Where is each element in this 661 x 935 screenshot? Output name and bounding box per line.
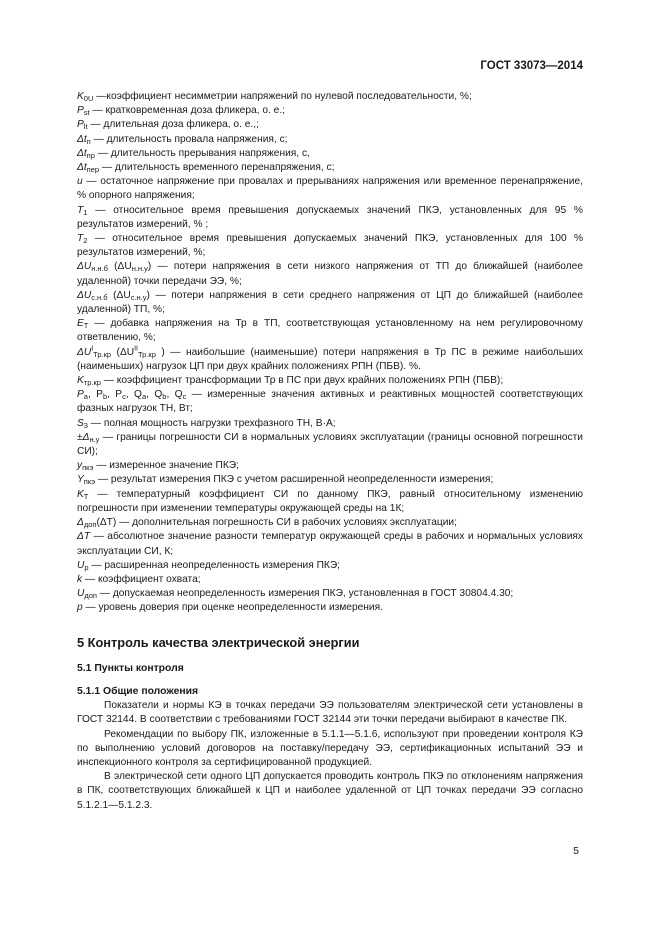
symbol-subscript: c [182,392,187,402]
subsection-5-1-1-title: 5.1.1 Общие положения [77,685,199,697]
symbol-subscript: p [84,562,89,572]
symbol-subscript: st [83,108,90,118]
definition-text: —коэффициент несимметрии напряжений по нулевой последовательности, %; [93,91,472,102]
symbol: E [77,318,84,330]
definition-text: — относительное время превышения допускаемых значений ПКЭ, установленных для 100 % результатов измерений, %; [77,233,583,259]
definition-text: ) — наибольшие (наименьшие) потери напряжения в Тр ПС в режиме наибольших (наименьших) нагрузок ЦП при двух крайних положениях РПН (ПБВ). %. [77,346,583,372]
section-5-paragraphs [77,699,583,813]
body-paragraph: Показатели и нормы КЭ в точках передачи ЭЭ пользователям электрической сети установлены в ГОСТ 32144. В соответствии с требованиями ГОСТ 32144 эти точки передачи выбирают в качестве ПК. [77,700,583,726]
definition-text: — допускаемая неопределенность измерения ПКЭ, установленная в ГОСТ 30804.4.30; [96,588,514,600]
symbol-subscript: 2 [83,236,88,246]
definition-item [77,431,583,459]
symbol: ΔU [77,346,92,358]
symbol-subscript: b [162,392,167,402]
symbol: Δt [77,147,87,159]
definition-item [77,559,583,573]
definition-item [77,601,583,615]
body-paragraph: Рекомендации по выбору ПК, изложенные в 5.1.1—5.1.6, используют при проведении контроля КЭ по выполнению условий договоров на поставку/передачу ЭЭ, сертификационных испытаний ЭЭ и инспекционного контроля за сертифицированной продукцией. [77,728,583,768]
symbol: U [77,559,85,571]
definition-item [77,317,583,345]
definition-text: , Q [125,389,142,401]
definition-text: — длительная доза фликера, о. е.,; [87,119,259,131]
symbol-subscript: н.н.б [91,264,108,274]
symbol-subscript: пкэ [82,463,94,473]
section-5-title: 5 Контроль качества электрической энергии [77,634,360,650]
symbol-subscript: доп [83,520,97,530]
definition-text: , P [87,389,103,401]
symbol-subscript: н.у [89,434,100,444]
symbol: T [77,204,84,216]
subsection-5-1-title: 5.1 Пункты контроля [77,662,184,674]
symbol-superscript: II [134,345,138,353]
symbol-subscript: c [122,392,126,402]
definition-text: , Q [166,389,183,401]
symbol: U [77,588,85,600]
definition-item [77,161,583,175]
definition-item [77,417,583,431]
symbol: Δ [77,517,84,529]
definition-text: — длительность провала напряжения, с; [90,133,288,145]
symbol-subscript: a [83,392,88,402]
definition-text: (ΔT) — дополнительная погрешность СИ в рабочих условиях эксплуатации; [96,517,457,529]
symbol: S [77,417,84,429]
symbol: P [77,105,84,117]
symbol: P [77,389,84,401]
definition-item [77,573,583,587]
symbol-subscript: тр.кр [83,378,101,388]
definition-text: — кратковременная доза фликера, о. е.; [89,105,285,117]
symbol: u [77,176,83,188]
standard-header: ГОСТ 33073—2014 [480,60,583,72]
definition-text: — коэффициент охвата; [82,573,201,585]
page-number: 5 [573,845,579,857]
definition-text: — полная мощность нагрузки трехфазного ТН, В·А; [87,417,336,429]
symbol-subscript: с.н.у [130,292,147,302]
symbol-superscript: I [91,345,94,353]
body-paragraph: В электрической сети одного ЦП допускается проводить контроль ПКЭ по отклонениям напряжения в ПК, соответствующих ближайшей к ЦП и наиболее удаленной от ЦП точках передачи ЭЭ согласно 5.1.2.1—5.1.2.3. [77,771,583,811]
definition-item [77,104,583,118]
symbol-subscript: T [83,491,89,501]
symbol-subscript: 1 [83,207,88,217]
symbol: K [77,488,84,500]
definition-text: — границы погрешности СИ в нормальных условиях эксплуатации (границы основной погрешности СИ); [77,431,583,458]
symbol: K [77,91,84,102]
definition-item [77,232,583,260]
definition-text: — измеренное значение ПКЭ; [93,460,239,472]
definition-item [77,346,583,374]
page-content [77,90,583,813]
definition-item [77,118,583,132]
symbol-subscript: lt [83,122,88,132]
definition-text: — расширенная неопределенность измерения ПКЭ; [88,559,340,571]
symbol-subscript: b [102,392,108,402]
definition-item [77,260,583,288]
definition-item [77,147,583,161]
definition-text: — уровень доверия при оценке неопределенности измерения. [82,602,383,614]
definition-text: (ΔU [111,346,135,358]
symbol-subscript: a [141,392,147,402]
definition-text: , P [107,389,123,401]
symbol: y [77,460,83,472]
definition-text: ) — потери напряжения в сети низкого напряжения от ТП до ближайшей (наиболее удаленной) точки передачи ЭЭ, %; [77,261,583,287]
definition-item [77,516,583,530]
definition-item [77,388,583,416]
definition-text: — длительность временного перенапряжения, с; [99,162,335,174]
symbol: k [77,573,83,585]
symbol: P [77,119,84,131]
symbol-subscript: Тр.кр [138,349,156,359]
definition-text: ) — потери напряжения в сети среднего напряжения от ЦП до ближайшей (наиболее удаленной) ТП, %; [77,289,583,316]
definition-text: — длительность прерывания напряжения, с, [94,147,310,159]
definition-text: — коэффициент трансформации Тр в ПС при двух крайних положениях РПН (ПБВ); [100,375,504,387]
definition-text: — остаточное напряжение при провалах и прерываниях напряжения или временное перенапряжение, % опорного напряжения; [77,176,583,202]
definition-text: — добавка напряжения на Тр в ТП, соответствующая установленному на нем регулировочному ответвлению, %; [77,318,583,344]
symbol-subscript: пкэ [83,477,96,487]
definition-text: — относительное время превышения допускаемых значений ПКЭ, установленных для 95 % результатов измерений, % ; [77,204,583,230]
definition-item [77,133,583,147]
definition-text: — абсолютное значение разности температур окружающей среды в рабочих и нормальных условиях эксплуатации СИ, К; [77,531,583,557]
definition-item [77,204,583,232]
definition-text: (ΔU [107,261,132,273]
definition-item [77,289,583,317]
definition-item [77,374,583,388]
definition-text: — результат измерения ПКЭ с учетом расширенной неопределенности измерения; [95,474,494,486]
definition-item [77,473,583,487]
symbol-subscript: 0U [83,94,94,103]
definition-item [77,530,583,558]
definition-text: — измеренные значения активных и реактивных мощностей соответствующих фазных нагрузок ТН, Вт; [77,389,583,415]
symbol-subscript: с.н.б [91,292,108,302]
symbol-subscript: пр [86,150,95,160]
symbol-subscript: T [83,321,89,331]
symbol-subscript: н.н.у [131,264,148,274]
symbol: Δt [77,162,87,174]
symbol-subscript: п [86,136,91,146]
definition-item [77,488,583,516]
definition-text: — температурный коэффициент СИ по данному ПКЭ, равный относительному изменению погрешности при изменении температуры окружающей среды на 1К; [77,488,583,514]
definition-item [77,459,583,473]
symbol-subscript: пер [86,165,100,175]
symbol-subscript: Тр.кр [93,349,112,359]
symbol: ΔU [77,261,92,273]
definition-item [77,587,583,601]
definition-text: , Q [146,389,163,401]
definition-text: (ΔU [107,289,131,301]
symbol: T [77,233,84,245]
symbol: p [77,602,83,614]
definition-item [77,175,583,203]
symbol-subscript: 3 [83,420,88,430]
symbol: K [77,375,84,387]
definitions-list [77,90,583,616]
symbol: ±Δ [77,431,90,443]
symbol: Δt [77,133,87,145]
symbol: ΔT [77,531,91,543]
symbol: ΔU [77,289,92,301]
symbol: Y [77,474,84,486]
symbol-subscript: доп [84,591,97,601]
definition-item [77,90,583,104]
